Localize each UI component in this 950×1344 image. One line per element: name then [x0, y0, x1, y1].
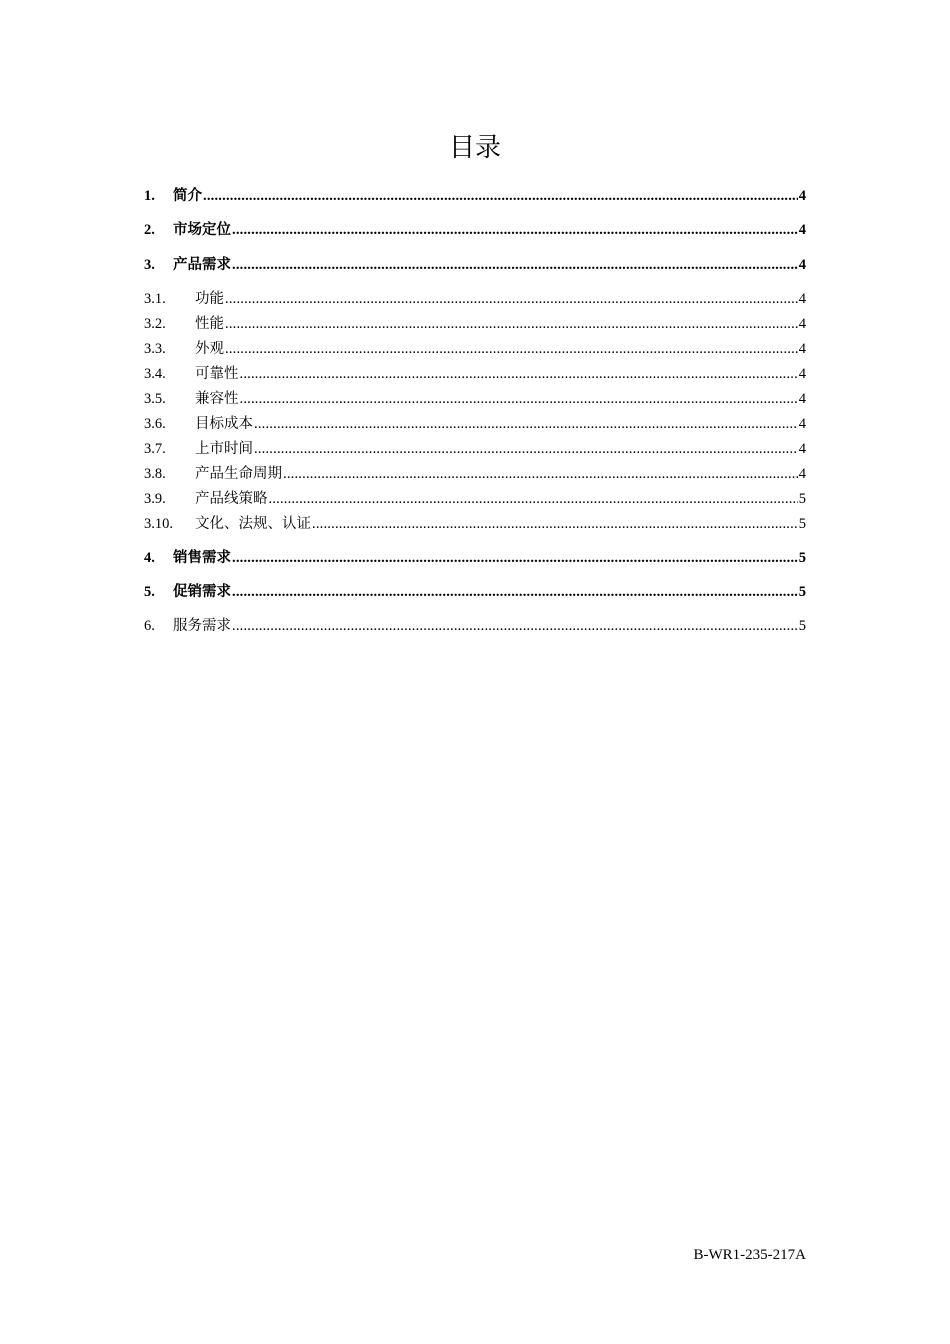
toc-dot-leader	[232, 548, 798, 568]
toc-dot-leader	[283, 464, 798, 484]
toc-dot-leader	[254, 439, 798, 459]
toc-entry-3[interactable]	[144, 255, 806, 275]
toc-entry-5[interactable]	[144, 582, 806, 602]
toc-dot-leader	[232, 582, 798, 602]
toc-entry-number: 4.	[144, 550, 155, 566]
toc-dot-leader	[232, 220, 798, 240]
toc-entry-title: 销售需求	[173, 550, 231, 566]
toc-dot-leader	[254, 414, 798, 434]
toc-entry-3-2[interactable]	[144, 314, 806, 334]
toc-entry-title: 产品线策略	[195, 491, 268, 507]
toc-entry-3-5[interactable]	[144, 389, 806, 409]
toc-entry-number: 5.	[144, 584, 155, 600]
toc-entry-3-10[interactable]	[144, 514, 806, 534]
toc-entry-title: 可靠性	[195, 366, 239, 382]
toc-entry-6[interactable]	[144, 616, 806, 636]
toc-entry-page: 4	[798, 391, 806, 407]
toc-entry-number: 3.6.	[144, 416, 166, 432]
toc-dot-leader	[240, 364, 798, 384]
toc-entry-3-9[interactable]	[144, 489, 806, 509]
toc-entry-title: 外观	[195, 341, 224, 357]
toc-entry-2[interactable]	[144, 220, 806, 240]
toc-entry-3-1[interactable]	[144, 289, 806, 309]
toc-entry-page: 5	[798, 550, 806, 566]
toc-entry-page: 4	[798, 416, 806, 432]
toc-dot-leader	[225, 289, 798, 309]
toc-entry-number: 3.8.	[144, 466, 166, 482]
toc-entry-number: 6.	[144, 618, 155, 634]
toc-entry-number: 3.10.	[144, 516, 173, 532]
toc-entry-page: 4	[798, 257, 806, 273]
toc-entry-number: 3.	[144, 257, 155, 273]
toc-entry-page: 5	[798, 491, 806, 507]
toc-entry-number: 3.5.	[144, 391, 166, 407]
toc-entry-number: 3.9.	[144, 491, 166, 507]
toc-dot-leader	[312, 514, 798, 534]
toc-entry-number: 3.7.	[144, 441, 166, 457]
toc-entry-number: 2.	[144, 222, 155, 238]
toc-entry-title: 促销需求	[173, 584, 231, 600]
toc-dot-leader	[240, 389, 798, 409]
toc-entry-page: 4	[798, 466, 806, 482]
toc-entry-title: 简介	[173, 188, 202, 204]
toc-entry-page: 4	[798, 441, 806, 457]
toc-entry-number: 3.4.	[144, 366, 166, 382]
toc-entry-3-7[interactable]	[144, 439, 806, 459]
toc-entry-page: 4	[798, 291, 806, 307]
toc-entry-page: 5	[798, 618, 806, 634]
toc-dot-leader	[269, 489, 798, 509]
toc-entry-number: 1.	[144, 188, 155, 204]
toc-entry-page: 4	[798, 222, 806, 238]
toc-entry-page: 4	[798, 341, 806, 357]
toc-entry-title: 服务需求	[173, 618, 231, 634]
toc-entry-page: 5	[798, 584, 806, 600]
toc-entry-page: 4	[798, 188, 806, 204]
toc-entry-title: 功能	[195, 291, 224, 307]
toc-entry-title: 性能	[195, 316, 224, 332]
toc-entry-page: 4	[798, 366, 806, 382]
toc-entry-page: 4	[798, 316, 806, 332]
toc-entry-title: 上市时间	[195, 441, 253, 457]
toc-entry-number: 3.2.	[144, 316, 166, 332]
toc-entry-number: 3.1.	[144, 291, 166, 307]
toc-dot-leader	[232, 255, 798, 275]
toc-entry-1[interactable]	[144, 186, 806, 206]
toc-entry-number: 3.3.	[144, 341, 166, 357]
toc-dot-leader	[225, 339, 798, 359]
toc-entry-4[interactable]	[144, 548, 806, 568]
toc-title: 目录	[448, 133, 501, 162]
toc-entry-title: 产品需求	[173, 257, 231, 273]
toc-dot-leader	[203, 186, 798, 206]
toc-entry-title: 目标成本	[195, 416, 253, 432]
toc-entry-page: 5	[798, 516, 806, 532]
toc-entry-title: 兼容性	[195, 391, 239, 407]
document-code: B-WR1-235-217A	[693, 1247, 806, 1263]
toc-entry-title: 产品生命周期	[195, 466, 282, 482]
toc-dot-leader	[225, 314, 798, 334]
toc-dot-leader	[232, 616, 798, 636]
toc-entry-3-4[interactable]	[144, 364, 806, 384]
toc-entry-title: 文化、法规、认证	[195, 516, 311, 532]
toc-entry-title: 市场定位	[173, 222, 231, 238]
toc-entry-3-8[interactable]	[144, 464, 806, 484]
toc-entry-3-6[interactable]	[144, 414, 806, 434]
toc-entry-3-3[interactable]	[144, 339, 806, 359]
